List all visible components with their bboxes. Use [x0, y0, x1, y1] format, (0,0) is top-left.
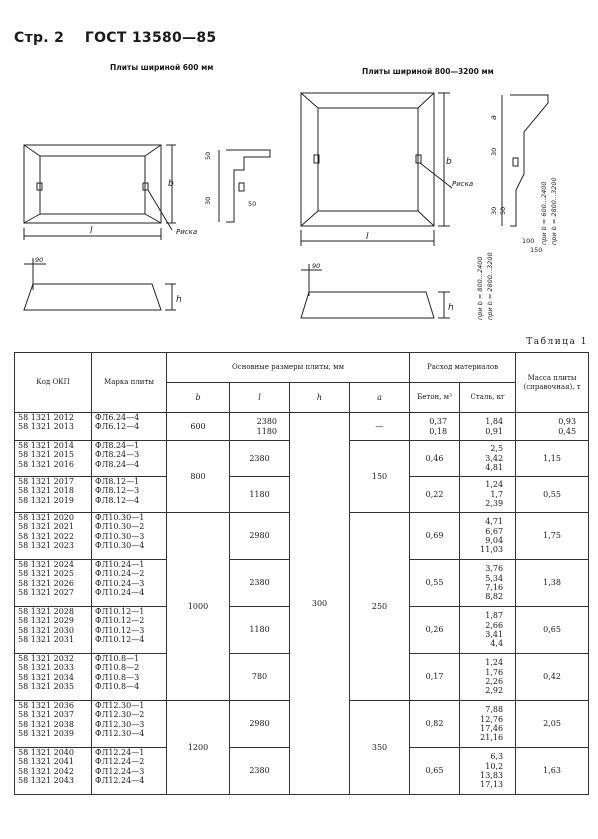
- table-row: [15, 413, 589, 441]
- marks-cell: ФЛ8.24—1 ФЛ8.24—3 ФЛ8.24—4: [92, 441, 167, 477]
- th-b: b: [167, 383, 230, 413]
- h-cell: 300: [290, 413, 350, 795]
- steel-cell: 1,84 0,91: [460, 413, 516, 441]
- steel-cell: 1,87 2,66 3,41 4,4: [460, 607, 516, 654]
- codes-cell: 58 1321 2012 58 1321 2013: [15, 413, 92, 441]
- codes-cell: 58 1321 2032 58 1321 2033 58 1321 2034 58 1321 2035: [15, 654, 92, 701]
- l-cell: 2380: [230, 748, 290, 795]
- concrete-cell: 0,65: [410, 748, 460, 795]
- concrete-cell: 0,37 0,18: [410, 413, 460, 441]
- codes-cell: 58 1321 2024 58 1321 2025 58 1321 2026 58 1321 2027: [15, 560, 92, 607]
- dim-100-right: 100: [522, 237, 535, 245]
- marks-cell: ФЛ8.12—1 ФЛ8.12—3 ФЛ8.12—4: [92, 477, 167, 513]
- steel-cell: 1,24 1,7 2,39: [460, 477, 516, 513]
- steel-cell: 7,88 12,76 17,46 21,16: [460, 701, 516, 748]
- range-note-2: при b = 2800...3200: [550, 177, 558, 245]
- mass-cell: 2,05: [516, 701, 589, 748]
- dim-h-left: h: [176, 295, 182, 305]
- left-figure-title: Плиты шириной 600 мм: [110, 63, 214, 72]
- b-cell: 600: [167, 413, 230, 441]
- concrete-cell: 0,69: [410, 513, 460, 560]
- table-caption: Таблица 1: [526, 337, 588, 347]
- dim-50b-left: 50: [248, 200, 257, 208]
- concrete-cell: 0,55: [410, 560, 460, 607]
- dim-50-left: 50: [204, 151, 212, 160]
- dim-b-right: b: [446, 157, 452, 167]
- l-cell: 2380: [230, 560, 290, 607]
- page-number: Стр. 2: [14, 30, 65, 46]
- dim-50-right: 50: [499, 206, 507, 215]
- risk-label-left: Риска: [176, 228, 198, 236]
- concrete-cell: 0,82: [410, 701, 460, 748]
- a-cell: 250: [350, 513, 410, 701]
- l-cell: 2380 1180: [230, 413, 290, 441]
- marks-cell: ФЛ10.30—1 ФЛ10.30—2 ФЛ10.30—3 ФЛ10.30—4: [92, 513, 167, 560]
- mass-cell: 0,65: [516, 607, 589, 654]
- risk-label-right: Риска: [452, 180, 474, 188]
- plates-table: [14, 352, 589, 795]
- right-side-section: [489, 95, 558, 254]
- range-note-1: при b = 600...2400: [540, 181, 548, 245]
- marks-cell: ФЛ10.24—1 ФЛ10.24—2 ФЛ10.24—3 ФЛ10.24—4: [92, 560, 167, 607]
- dim-90-right: 90: [312, 262, 321, 270]
- right-figure-title: Плиты шириной 800—3200 мм: [362, 67, 494, 76]
- standard-number: ГОСТ 13580—85: [84, 30, 217, 46]
- l-cell: 1180: [230, 477, 290, 513]
- l-cell: 780: [230, 654, 290, 701]
- range-note-4: при b = 2800...3200: [486, 252, 494, 320]
- th-l: l: [230, 383, 290, 413]
- a-cell: 350: [350, 701, 410, 795]
- dim-h-right: h: [448, 303, 454, 313]
- th-materials-group: Расход материалов: [410, 353, 516, 383]
- dim-l-right: l: [366, 232, 369, 242]
- dim-30b-right: 30: [490, 206, 498, 215]
- codes-cell: 58 1321 2036 58 1321 2037 58 1321 2038 58 1321 2039: [15, 701, 92, 748]
- codes-cell: 58 1321 2014 58 1321 2015 58 1321 2016: [15, 441, 92, 477]
- b-cell: 800: [167, 441, 230, 513]
- th-mass: Масса плиты (справочная), т: [516, 353, 589, 413]
- l-cell: 2980: [230, 701, 290, 748]
- concrete-cell: 0,22: [410, 477, 460, 513]
- th-h: h: [290, 383, 350, 413]
- dim-150-right: 150: [530, 246, 543, 254]
- mass-cell: 0,42: [516, 654, 589, 701]
- dim-90-left: 90: [35, 256, 44, 264]
- th-steel: Сталь, кг: [460, 383, 516, 413]
- codes-cell: 58 1321 2028 58 1321 2029 58 1321 2030 58 1321 2031: [15, 607, 92, 654]
- th-dims-group: Основные размеры плиты, мм: [167, 353, 410, 383]
- steel-cell: 6,3 10,2 13,83 17,13: [460, 748, 516, 795]
- marks-cell: ФЛ10.12—1 ФЛ10.12—2 ФЛ10.12—3 ФЛ10.12—4: [92, 607, 167, 654]
- dim-l-left: l: [90, 226, 93, 236]
- codes-cell: 58 1321 2017 58 1321 2018 58 1321 2019: [15, 477, 92, 513]
- left-bottom-profile: [24, 256, 182, 310]
- th-code: Код ОКП: [15, 353, 92, 413]
- range-note-3: при b = 800...2400: [476, 256, 484, 320]
- dim-b-left: b: [168, 179, 174, 189]
- right-plan-view: [301, 93, 473, 246]
- marks-cell: ФЛ12.24—1 ФЛ12.24—2 ФЛ12.24—3 ФЛ12.24—4: [92, 748, 167, 795]
- mass-cell: 1,75: [516, 513, 589, 560]
- mass-cell: 0,93 0,45: [516, 413, 589, 441]
- right-bottom-profile: [301, 252, 494, 320]
- concrete-cell: 0,46: [410, 441, 460, 477]
- a-cell: —: [350, 413, 410, 441]
- marks-cell: ФЛ12.30—1 ФЛ12.30—2 ФЛ12.30—3 ФЛ12.30—4: [92, 701, 167, 748]
- b-cell: 1200: [167, 701, 230, 795]
- codes-cell: 58 1321 2020 58 1321 2021 58 1321 2022 58 1321 2023: [15, 513, 92, 560]
- l-cell: 1180: [230, 607, 290, 654]
- th-a: a: [350, 383, 410, 413]
- th-concrete: Бетон, м³: [410, 383, 460, 413]
- technical-drawings: [0, 0, 598, 340]
- codes-cell: 58 1321 2040 58 1321 2041 58 1321 2042 58 1321 2043: [15, 748, 92, 795]
- dim-a-right: a: [489, 115, 498, 120]
- l-cell: 2380: [230, 441, 290, 477]
- mass-cell: 1,63: [516, 748, 589, 795]
- steel-cell: 4,71 6,67 9,04 11,03: [460, 513, 516, 560]
- concrete-cell: 0,26: [410, 607, 460, 654]
- marks-cell: ФЛ6.24—4 ФЛ6.12—4: [92, 413, 167, 441]
- dim-30-right: 30: [490, 147, 498, 156]
- marks-cell: ФЛ10.8—1 ФЛ10.8—2 ФЛ10.8—3 ФЛ10.8—4: [92, 654, 167, 701]
- concrete-cell: 0,17: [410, 654, 460, 701]
- steel-cell: 1,24 1,76 2,26 2,92: [460, 654, 516, 701]
- left-side-section: [204, 150, 270, 222]
- a-cell: 150: [350, 441, 410, 513]
- mass-cell: 1,15: [516, 441, 589, 477]
- b-cell: 1000: [167, 513, 230, 701]
- th-mark: Марка плиты: [92, 353, 167, 413]
- dim-30-left: 30: [204, 196, 212, 205]
- l-cell: 2980: [230, 513, 290, 560]
- left-plan-view: [24, 145, 197, 240]
- mass-cell: 1,38: [516, 560, 589, 607]
- steel-cell: 3,76 5,34 7,16 8,82: [460, 560, 516, 607]
- mass-cell: 0,55: [516, 477, 589, 513]
- steel-cell: 2,5 3,42 4,81: [460, 441, 516, 477]
